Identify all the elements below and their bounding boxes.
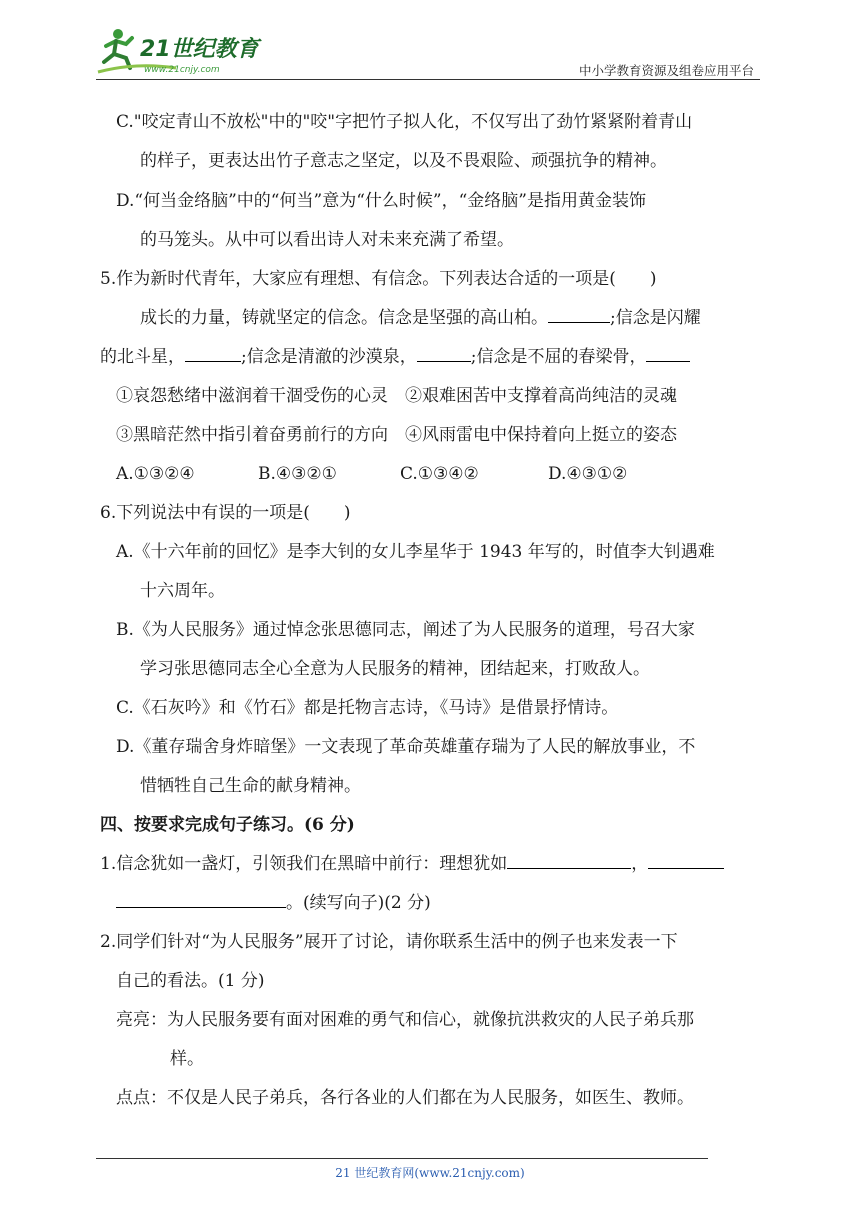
s4-q1-separator: ， bbox=[631, 854, 649, 874]
q5-passage-text5: ;信念是不屈的春梁骨， bbox=[470, 347, 647, 367]
header-divider bbox=[96, 79, 760, 80]
q6-option-d-line1[interactable]: D.《董存瑞舍身炸暗堡》一文表现了革命英雄董存瑞为了人民的解放事业，不 bbox=[116, 737, 696, 757]
s4-diandian-line1: 点点：不仅是人民子弟兵，各行各业的人们都在为人民服务，如医生、教师。 bbox=[116, 1088, 694, 1108]
s4-q1-blank-3[interactable] bbox=[116, 892, 286, 908]
section-4-title: 四、按要求完成句子练习。(6 分) bbox=[100, 815, 355, 835]
s4-q1-instruction: 。(续写向子)(2 分) bbox=[286, 893, 431, 913]
q5-passage-text1: 成长的力量，铸就坚定的信念。信念是坚强的高山柏。 bbox=[140, 308, 548, 328]
q6-option-d-line2: 惜牺牲自己生命的献身精神。 bbox=[140, 776, 361, 796]
q6-stem: 6.下列说法中有误的一项是( ) bbox=[100, 503, 351, 523]
footer-link[interactable]: 21 世纪教育网(www.21cnjy.com) bbox=[335, 1166, 525, 1180]
s4-q2-line1: 2.同学们针对“为人民服务”展开了讨论，请你联系生活中的例子也来发表一下 bbox=[100, 932, 678, 952]
q6-option-a-line1[interactable]: A.《十六年前的回忆》是李大钊的女儿李星华于 1943 年写的，时值李大钊遇难 bbox=[116, 542, 715, 562]
q4-option-c-line1: C."咬定青山不放松"中的"咬"字把竹子拟人化，不仅写出了劲竹紧紧附着青山 bbox=[116, 112, 693, 132]
q5-passage-line2 bbox=[100, 346, 690, 368]
runner-logo-icon bbox=[96, 22, 266, 78]
s4-q1-line2 bbox=[116, 892, 431, 914]
s4-q1-blank-1[interactable] bbox=[507, 853, 631, 869]
q5-passage-text2: ;信念是闪耀 bbox=[610, 308, 701, 328]
logo-url: www.21cnjy.com bbox=[144, 65, 220, 75]
q6-option-b-line2: 学习张思德同志全心全意为人民服务的精神，团结起来，打败敌人。 bbox=[140, 659, 650, 679]
q5-passage-text4: ;信念是清澈的沙漠泉， bbox=[241, 347, 417, 367]
s4-q1-blank-2[interactable] bbox=[648, 853, 724, 869]
q6-option-b-line1[interactable]: B.《为人民服务》通过悼念张思德同志，阐述了为人民服务的道理，号召大家 bbox=[116, 620, 695, 640]
site-logo[interactable] bbox=[96, 22, 266, 78]
q5-choices-3-4: ③黑暗茫然中指引着奋勇前行的方向 ④风雨雷电中保持着向上挺立的姿态 bbox=[116, 425, 677, 445]
q5-choices-1-2: ①哀怨愁绪中滋润着干涸受伤的心灵 ②艰难困苦中支撑着高尚纯洁的灵魂 bbox=[116, 386, 677, 406]
q5-option-a[interactable]: A.①③②④ bbox=[116, 464, 195, 484]
q5-passage-text3: 的北斗星， bbox=[100, 347, 185, 367]
q5-blank-3[interactable] bbox=[417, 346, 471, 362]
q5-blank-2[interactable] bbox=[185, 346, 241, 362]
q6-option-c[interactable]: C.《石灰吟》和《竹石》都是托物言志诗，《马诗》是借景抒情诗。 bbox=[116, 698, 619, 718]
q5-stem: 5.作为新时代青年，大家应有理想、有信念。下列表达合适的一项是( ) bbox=[100, 269, 657, 289]
s4-q1-text: 1.信念犹如一盏灯，引领我们在黑暗中前行：理想犹如 bbox=[100, 854, 508, 874]
s4-q2-line2: 自己的看法。(1 分) bbox=[116, 971, 265, 991]
footer-divider bbox=[96, 1158, 708, 1159]
q4-option-d-line2: 的马笼头。从中可以看出诗人对未来充满了希望。 bbox=[140, 230, 514, 250]
q4-option-d-line1: D.“何当金络脑”中的“何当”意为“什么时候”，“金络脑”是指用黄金装饰 bbox=[116, 191, 646, 211]
q4-option-c-line2: 的样子，更表达出竹子意志之坚定，以及不畏艰险、顽强抗争的精神。 bbox=[140, 151, 667, 171]
q5-blank-1[interactable] bbox=[548, 307, 610, 323]
q5-passage-line1 bbox=[140, 307, 701, 329]
s4-liangliang-line2: 样。 bbox=[170, 1049, 204, 1069]
q5-option-c[interactable]: C.①③④② bbox=[400, 464, 479, 484]
q5-option-d[interactable]: D.④③①② bbox=[548, 464, 628, 484]
q5-blank-4[interactable] bbox=[646, 346, 690, 362]
header-tagline: 中小学教育资源及组卷应用平台 bbox=[578, 63, 754, 78]
s4-q1-line1 bbox=[100, 853, 724, 875]
q6-option-a-line2: 十六周年。 bbox=[140, 581, 225, 601]
q5-option-b[interactable]: B.④③②① bbox=[258, 464, 337, 484]
page-header bbox=[96, 22, 760, 82]
s4-liangliang-line1: 亮亮：为人民服务要有面对困难的勇气和信心，就像抗洪救灾的人民子弟兵那 bbox=[116, 1010, 694, 1030]
logo-title: 21世纪教育 bbox=[140, 37, 259, 62]
